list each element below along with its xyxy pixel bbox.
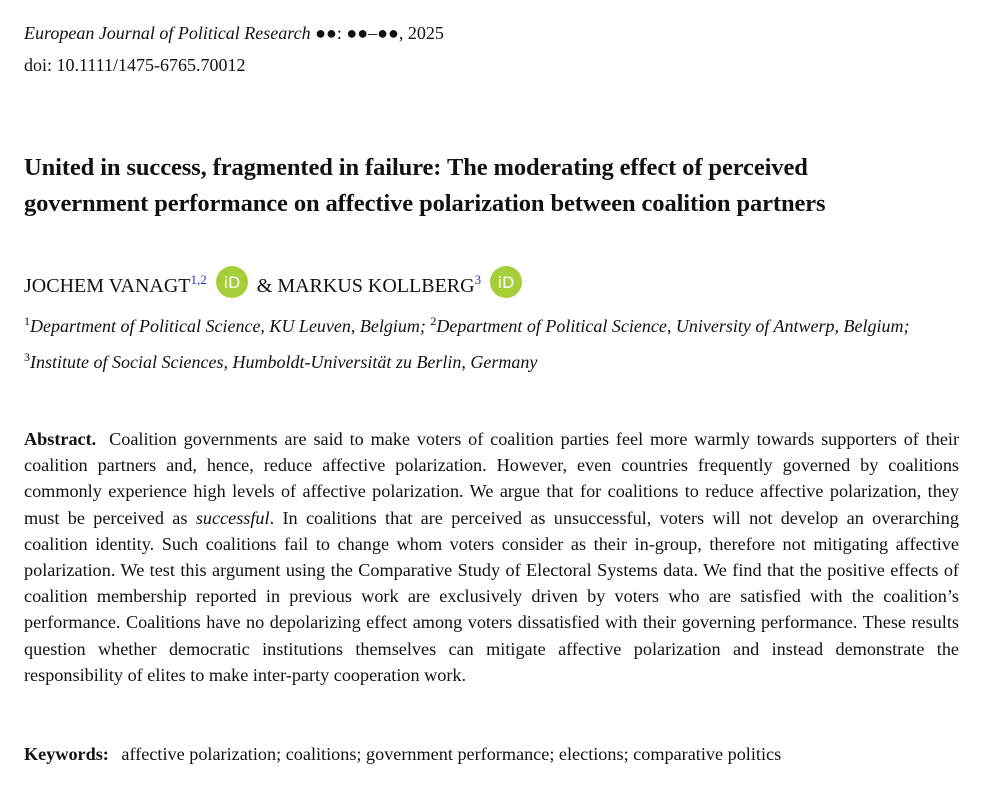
orcid-label: iD [223, 273, 241, 292]
orcid-label: iD [497, 273, 515, 292]
author-name: JOCHEM VANAGT [24, 275, 191, 297]
affiliation-mark: 2 [430, 314, 437, 328]
doi[interactable]: doi: 10.1111/1475-6765.70012 [24, 55, 246, 75]
paper-title [24, 150, 974, 222]
author-separator: & [256, 275, 273, 297]
affiliation-text: Department of Political Science, University of Antwerp, Belgium; [436, 316, 910, 336]
abstract [24, 426, 959, 688]
keywords-text: affective polarization; coalitions; government performance; elections; comparative politics [121, 744, 782, 764]
author-affil-mark[interactable]: 3 [474, 272, 482, 287]
affiliations [24, 306, 969, 378]
abstract-text-part-1: Coalition governments are said to make voters of coalition parties feel more warmly towards supporters of their coalition partners and, hence, reduce affective polarization. However, even countries frequently governed by coalitions commonly experience high levels of affective polarization. We argue that for coalitions to reduce affective polarization, they must be perceived as [24, 429, 960, 528]
author-affil-mark[interactable]: 1,2 [190, 272, 207, 287]
affiliation-mark: 3 [24, 350, 30, 364]
abstract-label: Abstract. [24, 429, 97, 449]
author-list [24, 262, 526, 304]
keywords-label: Keywords: [24, 744, 109, 764]
orcid-icon[interactable] [490, 266, 522, 298]
affiliation-mark: 1 [24, 314, 30, 328]
author-name: MARKUS KOLLBERG [277, 275, 475, 297]
journal-citation [24, 21, 444, 45]
keywords [24, 741, 781, 767]
abstract-emphasis: successful [195, 507, 270, 528]
affiliation-text: Institute of Social Sciences, Humboldt-Universität zu Berlin, Germany [30, 352, 538, 372]
abstract-text-part-2: . In coalitions that are perceived as unsuccessful, voters will not develop an overarching coalition identity. Such coalitions fail to change whom voters consider as their in-group, therefore not mitigating affective polarization. We test this argument using the Comparative Study of Electoral Systems data. We find that the positive effects of coalition membership reported in previous work are exclusively driven by voters who are satisfied with the coalition’s performance. Coalitions have no depolarizing effect among voters dissatisfied with their governing performance. These results question whether democratic institutions themselves can mitigate affective polarization and instead demonstrate the responsibility of elites to make inter-party cooperation work. [24, 507, 959, 685]
paper-title-line-2: government performance on affective polarization between coalition partners [24, 190, 826, 217]
journal-volume-pages: ●●: ●●–●●, 2025 [315, 23, 444, 43]
orcid-icon[interactable] [216, 266, 248, 298]
affiliation-text: Department of Political Science, KU Leuven, Belgium; [30, 316, 426, 336]
journal-name: European Journal of Political Research [24, 23, 311, 43]
paper-title-line-1: United in success, fragmented in failure: The moderating effect of perceived [24, 154, 808, 181]
